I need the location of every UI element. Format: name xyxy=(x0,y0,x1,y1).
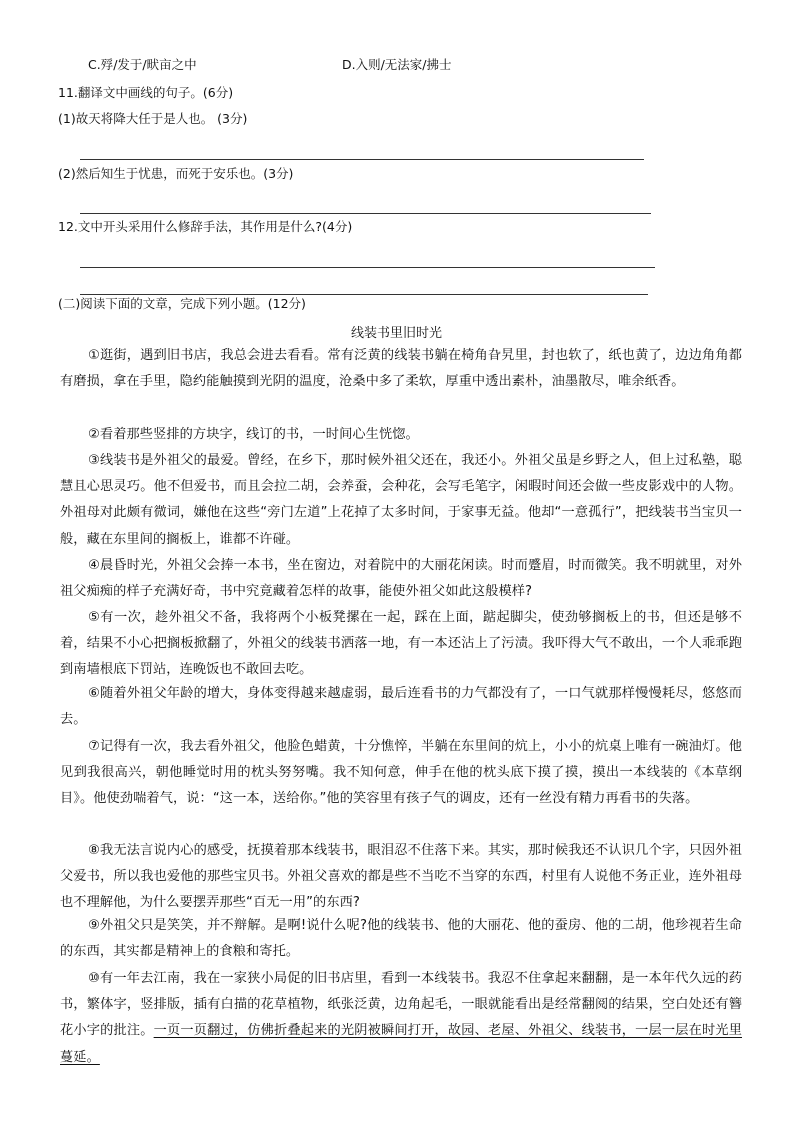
article-paragraph-5: ⑤有一次，趁外祖父不备，我将两个小板凳摞在一起，踩在上面，踮起脚尖，使劲够搁板上的书，但还是够不着，结果不小心把搁板掀翻了，外祖父的线装书洒落一地，有一本还沾上了污渍。我吓得大气不敢出，一个人乖乖跑到南墙根底下罚站，连晚饭也不敢回去吃。 xyxy=(60,610,742,678)
option-c: C.殍/发于/畎亩之中 xyxy=(88,57,197,72)
article-paragraph-1: ①逛街，遇到旧书店，我总会进去看看。常有泛黄的线装书躺在椅角旮旯里，封也软了，纸也黄了，边边角角都有磨损，拿在手里，隐约能触摸到光阴的温度，沧桑中多了柔软，厚重中透出素朴，油墨散尽，唯余纸香。 xyxy=(60,348,742,390)
section-2-intro: (二)阅读下面的文章，完成下列小题。(12分) xyxy=(58,296,306,311)
article-paragraph-4: ④晨昏时光，外祖父会捧一本书，坐在窗边，对着院中的大丽花闲读。时而蹙眉，时而微笑。我不明就里，对外祖父痴痴的样子充满好奇，书中究竟藏着怎样的故事，能使外祖父如此这般模样? xyxy=(60,558,742,600)
answer-line[interactable] xyxy=(80,213,651,214)
article-paragraph-9: ⑨外祖父只是笑笑，并不辩解。是啊!说什么呢?他的线装书、他的大丽花、他的蚕房、他的二胡，他珍视若生命的东西，其实都是精神上的食粮和寄托。 xyxy=(60,918,742,960)
question-11-prompt: 11.翻译文中画线的句子。(6分) xyxy=(58,85,234,100)
article-paragraph-7: ⑦记得有一次，我去看外祖父，他脸色蜡黄，十分憔悴，半躺在东里间的炕上，小小的炕桌上唯有一碗油灯。他见到我很高兴，朝他睡觉时用的枕头努努嘴。我不知何意，伸手在他的枕头底下摸了摸，摸出一本线装的《本草纲目》。他使劲喘着气，说：“这一本，送给你。”他的笑容里有孩子气的调皮，还有一丝没有精力再看书的失落。 xyxy=(60,739,742,807)
article-paragraph-10 xyxy=(60,966,742,1071)
question-12-prompt: 12.文中开头采用什么修辞手法，其作用是什么?(4分) xyxy=(58,219,353,234)
article-paragraph-6: ⑥随着外祖父年龄的增大，身体变得越来越虚弱，最后连看书的力气都没有了，一口气就那样慢慢耗尽，悠悠而去。 xyxy=(60,686,742,728)
article-paragraph-8: ⑧我无法言说内心的感受，抚摸着那本线装书，眼泪忍不住落下来。其实，那时候我还不认识几个字，只因外祖父爱书，所以我也爱他的那些宝贝书。外祖父喜欢的都是些不当吃不当穿的东西，村里有人说他不务正业，连外祖母也不理解他，为什么要摆弄那些“百无一用”的东西? xyxy=(60,843,742,911)
question-11-sub1: (1)故天将降大任于是人也。 (3分) xyxy=(58,111,248,126)
option-d: D.入则/无法家/拂士 xyxy=(342,57,452,72)
answer-line[interactable] xyxy=(80,267,655,268)
article-title: 线装书里旧时光 xyxy=(350,326,442,341)
article-paragraph-10-text: ⑩有一年去江南，我在一家狭小局促的旧书店里，看到一本线装书。我忍不住拿起来翻翻，是一本年代久远的药书，繁体字，竖排版，插有白描的花草植物，纸张泛黄，边角起毛，一眼就能看出是经常翻阅的结果，空白处还有簪花小字的批注。 xyxy=(60,971,742,1039)
article-paragraph-3: ③线装书是外祖父的最爱。曾经，在乡下，那时候外祖父还在，我还小。外祖父虽是乡野之人，但上过私塾，聪慧且心思灵巧。他不但爱书，而且会拉二胡，会养蚕，会种花，会写毛笔字，闲暇时间还会做一些皮影戏中的人物。外祖母对此颇有微词，嫌他在这些“旁门左道”上花掉了太多时间，于家事无益。他却“一意孤行”，把线装书当宝贝一般，藏在东里间的搁板上，谁都不许碰。 xyxy=(60,453,742,547)
underlined-sentence: 一页一页翻过，仿佛折叠起来的光阴被瞬间打开，故园、老屋、外祖父、线装书，一层一层在时光里蔓延。 xyxy=(60,1023,742,1065)
article-paragraph-2: ②看着那些竖排的方块字，线订的书，一时间心生恍惚。 xyxy=(88,427,419,442)
question-11-sub2: (2)然后知生于忧患，而死于安乐也。(3分) xyxy=(58,166,294,181)
answer-line[interactable] xyxy=(80,159,644,160)
